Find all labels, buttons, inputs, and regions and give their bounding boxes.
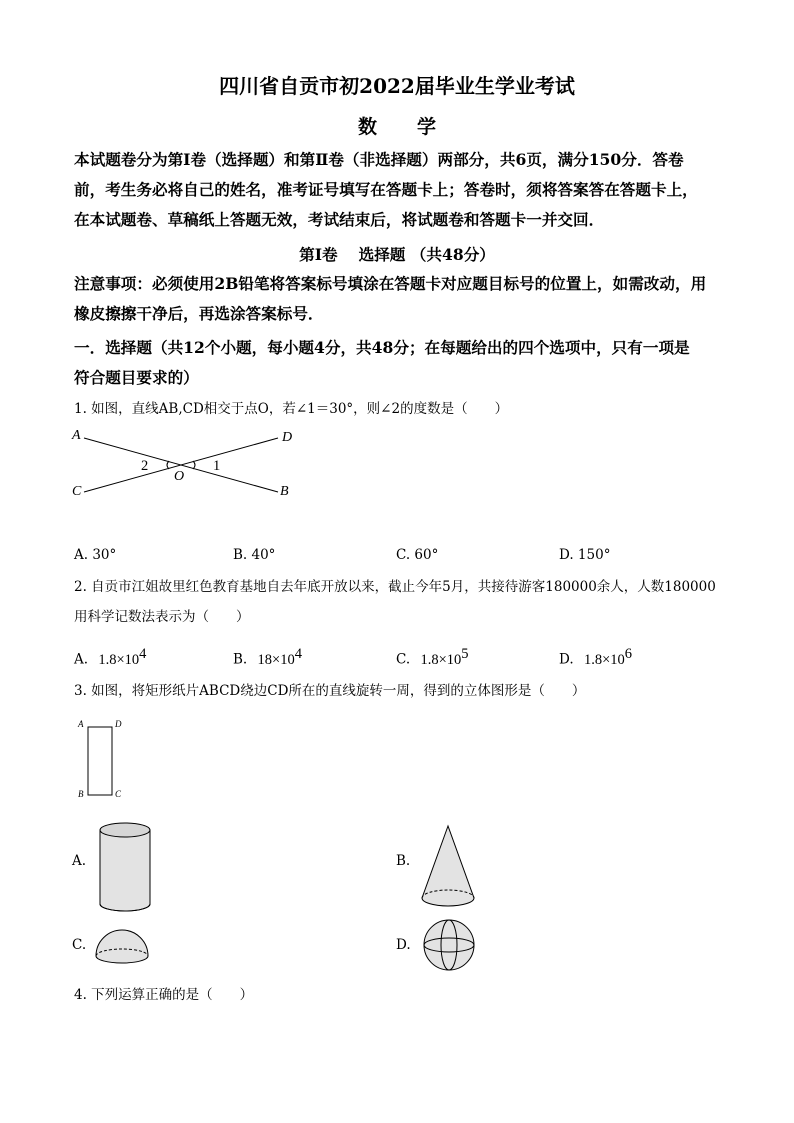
hemisphere-icon bbox=[94, 926, 150, 966]
notice-line: 注意事项：必须使用2B铅笔将答案标号填涂在答题卡对应题目标号的位置上，如需改动，用 bbox=[74, 274, 707, 293]
intro-paragraph bbox=[74, 145, 724, 235]
q2-option-d[interactable] bbox=[559, 646, 632, 669]
q1-label-c: C bbox=[72, 484, 82, 499]
sphere-icon bbox=[422, 918, 478, 974]
question-2-text bbox=[74, 572, 754, 632]
angle-2-arc bbox=[167, 461, 169, 469]
option-letter: B. bbox=[233, 651, 248, 668]
q3-label-b: B bbox=[78, 789, 84, 799]
option-exponent: 4 bbox=[294, 646, 302, 662]
option-mantissa: 18×10 bbox=[257, 651, 295, 668]
question-2-line: 2. 自贡市江姐故里红色教育基地自去年底开放以来，截止今年5月，共接待游客180000余人，人数180000 bbox=[74, 579, 716, 595]
angle-1-arc bbox=[193, 461, 195, 469]
notice-paragraph bbox=[74, 269, 724, 329]
q3-label-a: A bbox=[78, 719, 84, 729]
cylinder-icon bbox=[98, 820, 154, 910]
q3-option-d[interactable]: D. bbox=[396, 937, 411, 953]
q1-label-o: O bbox=[174, 469, 185, 484]
q3-option-c[interactable]: C. bbox=[72, 937, 87, 953]
subject-title: 数学 bbox=[357, 116, 476, 138]
part-line: 符合题目要求的） bbox=[74, 368, 199, 387]
q1-option-c[interactable]: C. 60° bbox=[396, 547, 439, 563]
q1-label-b: B bbox=[280, 484, 289, 499]
q1-option-a[interactable]: A. 30° bbox=[74, 547, 117, 563]
intro-line: 本试题卷分为第Ⅰ卷（选择题）和第Ⅱ卷（非选择题）两部分，共6页，满分150分．答卷 bbox=[74, 150, 684, 169]
q1-intersecting-lines-figure bbox=[70, 425, 300, 505]
q3-option-b[interactable]: B. bbox=[396, 853, 411, 869]
option-letter: C. bbox=[396, 651, 411, 668]
option-letter: D. bbox=[559, 651, 574, 668]
q1-option-b[interactable]: B. 40° bbox=[233, 547, 276, 563]
question-4-text: 4. 下列运算正确的是（ ） bbox=[74, 987, 254, 1003]
q2-option-c[interactable] bbox=[396, 646, 469, 669]
option-exponent: 5 bbox=[461, 646, 469, 662]
question-1-text: 1. 如图，直线AB,CD相交于点O，若∠1＝30°，则∠2的度数是（ ） bbox=[74, 401, 509, 417]
q1-option-d[interactable]: D. 150° bbox=[559, 547, 611, 563]
option-mantissa: 1.8×10 bbox=[583, 651, 625, 668]
section-heading: 第Ⅰ卷 选择题 （共48分） bbox=[299, 245, 495, 264]
cone-icon bbox=[420, 824, 476, 908]
question-2-line: 用科学记数法表示为（ ） bbox=[74, 609, 250, 625]
q1-label-d: D bbox=[282, 430, 293, 445]
page-title: 四川省自贡市初2022届毕业生学业考试 bbox=[219, 74, 575, 98]
part-line: 一．选择题（共12个小题，每小题4分，共48分；在每题给出的四个选项中，只有一项是 bbox=[74, 338, 690, 357]
rectangle-abcd bbox=[88, 727, 112, 795]
option-exponent: 4 bbox=[139, 646, 147, 662]
notice-line: 橡皮擦擦干净后，再选涂答案标号． bbox=[74, 304, 324, 323]
option-mantissa: 1.8×10 bbox=[98, 651, 140, 668]
intro-line: 在本试题卷、草稿纸上答题无效，考试结束后，将试题卷和答题卡一并交回． bbox=[74, 210, 605, 229]
q3-label-d: D bbox=[115, 719, 122, 729]
intro-line: 前，考生务必将自己的姓名，准考证号填写在答题卡上；答卷时，须将答案答在答题卡上， bbox=[74, 180, 698, 199]
question-3-text: 3. 如图，将矩形纸片ABCD绕边CD所在的直线旋转一周，得到的立体图形是（ ） bbox=[74, 683, 586, 699]
option-letter: A. bbox=[74, 651, 89, 668]
q2-option-a[interactable] bbox=[74, 646, 146, 669]
q1-angle-2-label: 2 bbox=[141, 458, 149, 474]
q2-option-b[interactable] bbox=[233, 646, 302, 669]
q1-angle-1-label: 1 bbox=[213, 458, 221, 474]
q3-rectangle-figure bbox=[86, 725, 116, 797]
option-exponent: 6 bbox=[624, 646, 632, 662]
q1-label-a: A bbox=[72, 428, 81, 443]
q3-option-a[interactable]: A. bbox=[72, 853, 87, 869]
q3-label-c: C bbox=[115, 789, 122, 799]
part-description bbox=[74, 333, 724, 393]
option-mantissa: 1.8×10 bbox=[420, 651, 462, 668]
